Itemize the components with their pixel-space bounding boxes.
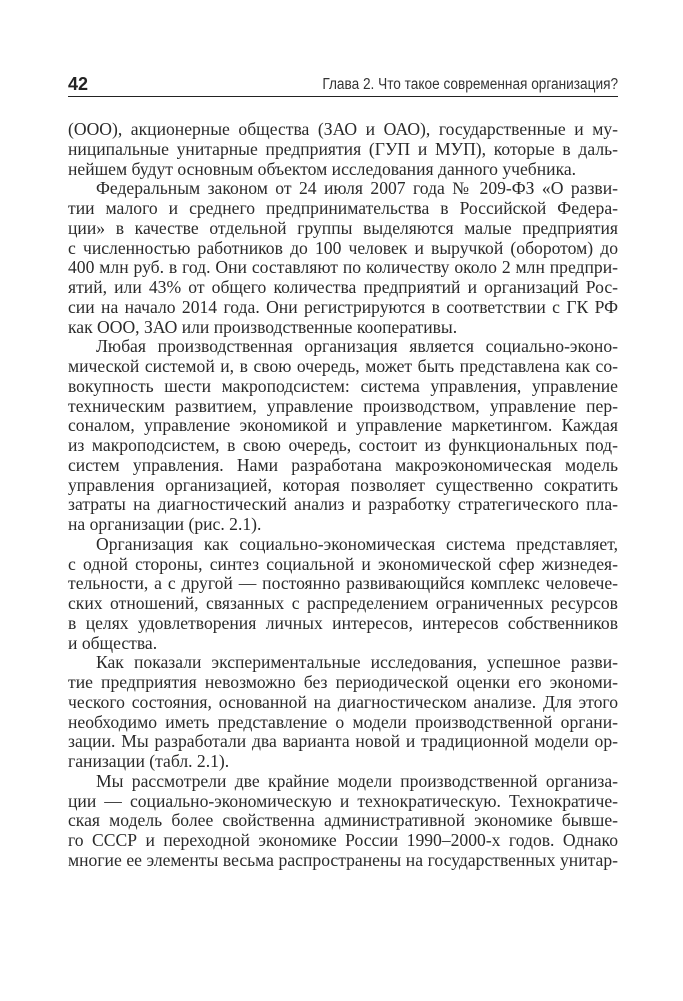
text-line: зации. Мы разработали два варианта новой и традиционной модели ор- — [68, 731, 618, 752]
text-line: сии на начало 2014 года. Они регистрируются в соответствии с ГК РФ — [68, 296, 618, 317]
paragraph — [68, 120, 618, 179]
text-line: соналом, управление экономикой и управление маркетингом. Каждая — [68, 415, 618, 436]
running-header — [68, 74, 618, 97]
paragraph — [68, 179, 618, 337]
text-line: ниципальные унитарные предприятия (ГУП и МУП), которые в даль- — [68, 138, 618, 159]
text-line: ятий, или 43% от общего количества предприятий и организаций Рос- — [68, 277, 618, 297]
text-line: вокупность шести макроподсистем: система управления, управление — [68, 375, 618, 396]
text-line: ских отношений, связанных с распределением ограниченных ресурсов — [68, 593, 618, 613]
text-line: ская модель более свойственна административной экономике бывше- — [68, 810, 618, 831]
body-text — [68, 120, 618, 871]
text-line: на организации (рис. 2.1). — [68, 514, 262, 534]
paragraph — [68, 535, 618, 654]
text-line: Федеральным законом от 24 июля 2007 года № 209-ФЗ «О разви- — [96, 178, 618, 199]
text-line: 400 млн руб. в год. Они составляют по количеству около 2 млн предпри- — [68, 257, 618, 278]
text-line: с численностью работников до 100 человек и выручкой (оборотом) до — [68, 237, 618, 258]
text-line: систем управления. Нами разработана макроэкономическая модель — [68, 454, 618, 475]
text-line: Мы рассмотрели две крайние модели производственной организа- — [96, 770, 618, 791]
paragraph — [68, 337, 618, 535]
text-line: ганизации (табл. 2.1). — [68, 751, 230, 771]
text-line: тии малого и среднего предпринимательства в Российской Федера- — [68, 198, 618, 218]
paragraph — [68, 653, 618, 772]
text-line: в целях удовлетворения личных интересов, интересов собственников — [68, 612, 618, 633]
text-line: затраты на диагностический анализ и разработку стратегического пла- — [68, 494, 618, 515]
text-line: из макроподсистем, в свою очередь, состоит из функциональных под- — [68, 435, 618, 455]
text-line: техническим развитием, управление производством, управление пер- — [68, 395, 618, 416]
text-line: ции — социально-экономическую и технократическую. Технократиче- — [68, 790, 618, 811]
text-line: ции» в качестве отдельной группы выделяются малые предприятия — [68, 217, 618, 238]
paragraph — [68, 772, 618, 871]
chapter-title: Глава 2. Что такое современная организация? — [322, 76, 618, 93]
text-line: нейшем будут основным объектом исследования данного учебника. — [68, 158, 577, 179]
page-number: 42 — [68, 74, 89, 94]
text-line: ческого состояния, основанной на диагностическом анализе. Для этого — [68, 691, 618, 712]
text-line: и общества. — [68, 632, 158, 653]
text-line: тельности, а с другой — постоянно развивающийся комплекс человече- — [68, 573, 618, 594]
text-line: Как показали экспериментальные исследования, успешное разви- — [96, 652, 618, 673]
text-line: многие ее элементы весьма распространены на государственных унитар- — [68, 849, 618, 870]
text-line: тие предприятия невозможно без периодической оценки его экономи- — [68, 672, 618, 692]
text-line: с одной стороны, синтез социальной и экономической сфер жизнедея- — [68, 553, 618, 574]
text-line: необходимо иметь представление о модели производственной органи- — [68, 711, 618, 732]
text-line: (ООО), акционерные общества (ЗАО и ОАО), государственные и му- — [68, 119, 618, 139]
text-line: как ООО, ЗАО или производственные кооперативы. — [68, 316, 458, 337]
text-line: Организация как социально-экономическая система представляет, — [96, 533, 618, 554]
text-line: Любая производственная организация является социально-эконо- — [96, 336, 618, 357]
text-line: управления организацией, которая позволяет существенно сократить — [68, 474, 618, 495]
text-line: мической системой и, в свою очередь, может быть представлена как со- — [68, 356, 618, 376]
text-line: го СССР и переходной экономике России 1990–2000-х годов. Однако — [68, 830, 618, 850]
